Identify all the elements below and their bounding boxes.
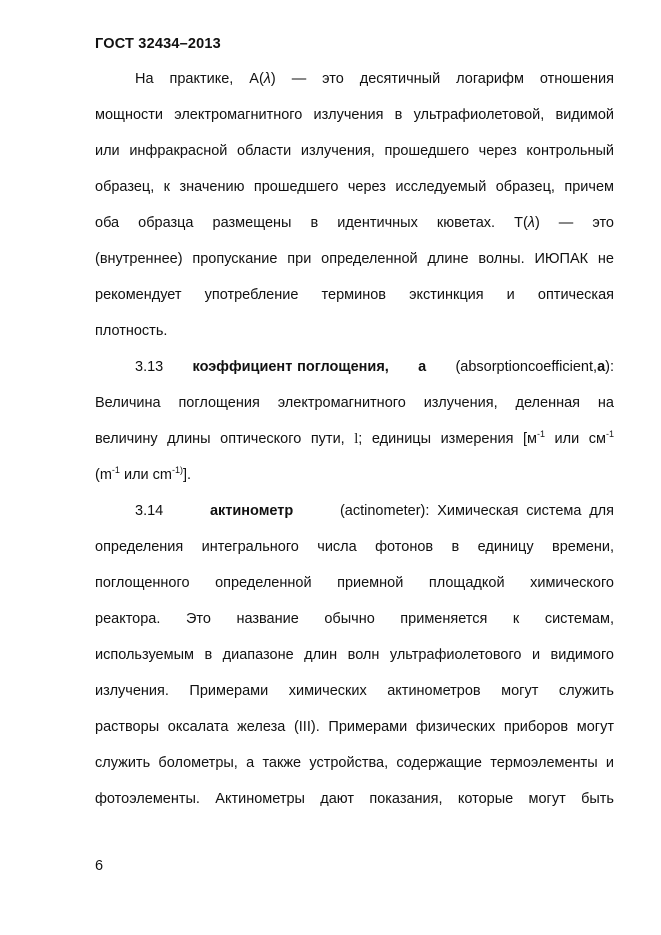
text-line: определения интегрального числа фотонов в единицу времени, (95, 539, 614, 555)
text-line: 3.13 коэффициент поглощения, а (absorptioncoefficient,a): (135, 359, 614, 375)
clause-number: 3.13 (135, 359, 164, 375)
text-line: (внутреннее) пропускание при определенной длине волны. ИЮПАК не (95, 251, 614, 267)
text-line: 3.14 актинометр (actinometer): Химическая система для (135, 503, 614, 519)
text-line: фотоэлементы. Актинометры дают показания, которые могут быть (95, 791, 614, 807)
definition-3-13 (95, 349, 614, 493)
body-text (95, 61, 614, 817)
text-line: поглощенного определенной приемной площадкой химического (95, 575, 614, 591)
text-line: ($m^{-1}$ или $cm^{-1)}$]. (95, 465, 192, 483)
term-actinometer: актинометр (209, 503, 294, 519)
text-line: или инфракрасной области излучения, прошедшего через контрольный (95, 143, 614, 159)
term-absorption-coefficient: коэффициент поглощения, (192, 359, 389, 375)
lambda-symbol: λ (527, 215, 535, 231)
definition-3-14 (95, 493, 614, 817)
text-line: На практике, А(λ) — это десятичный логарифм отношения (135, 71, 614, 87)
term-symbol: а (418, 359, 427, 375)
text-line: служить болометры, а также устройства, содержащие термоэлементы и (95, 755, 614, 771)
text-line: образец, к значению прошедшего через исследуемый образец, причем (95, 179, 614, 195)
lambda-symbol: λ (263, 71, 271, 87)
text-line: величину длины оптического пути, l; единицы измерения [$м^{-1}$ или $см^{-1}$ (95, 429, 614, 447)
standard-header: ГОСТ 32434–2013 (95, 36, 221, 52)
text-line: реактора. Это название обычно применяется к системам, (95, 611, 614, 627)
text-line: Величина поглощения электромагнитного излучения, деленная на (95, 395, 614, 411)
paragraph-practice (95, 61, 614, 349)
text-line: рекомендует употребление терминов экстинкция и оптическая (95, 287, 614, 303)
text-line: растворы оксалата железа (III). Примерами физических приборов могут (95, 719, 614, 735)
path-length-symbol: l (354, 431, 359, 447)
text-line: используемым в диапазоне длин волн ультрафиолетового и видимого (95, 647, 614, 663)
clause-number: 3.14 (135, 503, 164, 519)
text-line: оба образца размещены в идентичных кюветах. Т(λ) — это (95, 215, 614, 231)
text-line: плотность. (95, 323, 168, 339)
page-number: 6 (95, 858, 104, 874)
text-line: мощности электромагнитного излучения в ультрафиолетовой, видимой (95, 107, 614, 123)
text-line: излучения. Примерами химических актинометров могут служить (95, 683, 614, 699)
